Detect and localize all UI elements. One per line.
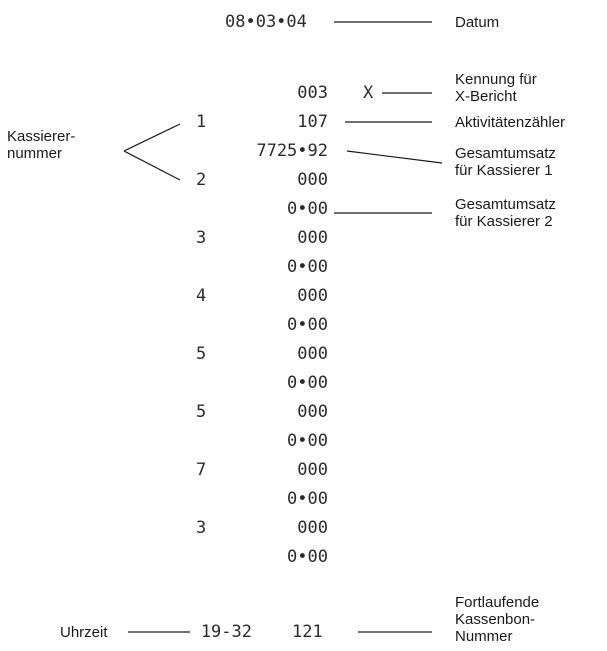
label-umsatz-1-line2: für Kassierer 1 xyxy=(455,162,553,179)
callout-kennung xyxy=(382,71,537,105)
cashier-activity-count: 107 xyxy=(297,112,328,132)
cashier-activity-count: 000 xyxy=(297,228,328,248)
label-kassierer-line1: Kassierer- xyxy=(7,128,76,145)
cashier-activity-count: 000 xyxy=(297,170,328,190)
cashier-rows xyxy=(196,112,328,567)
leader-line-kassierer-2 xyxy=(124,151,180,180)
receipt-time: 19-32 xyxy=(200,622,252,642)
cashier-total: 0•00 xyxy=(287,257,328,277)
cashier-number: 4 xyxy=(196,286,207,306)
label-datum: Datum xyxy=(455,14,500,31)
report-type: X xyxy=(363,83,374,103)
label-umsatz-2-line1: Gesamtumsatz xyxy=(455,196,556,213)
cashier-number: 5 xyxy=(196,344,207,364)
cashier-activity-count: 000 xyxy=(297,286,328,306)
cashier-activity-count: 000 xyxy=(297,402,328,422)
receipt-printout xyxy=(196,12,374,642)
callout-kassierernummer xyxy=(7,124,180,180)
cashier-total: 0•00 xyxy=(287,373,328,393)
cashier-total: 0•00 xyxy=(287,199,328,219)
callout-umsatz-1 xyxy=(347,145,556,179)
cashier-total: 0•00 xyxy=(287,431,328,451)
callout-umsatz-2 xyxy=(334,196,556,230)
label-kassenbon-line3: Nummer xyxy=(455,628,513,645)
report-counter: 003 xyxy=(297,83,328,103)
label-kassenbon-line1: Fortlaufende xyxy=(455,594,540,611)
label-kennung-line1: Kennung für xyxy=(455,71,537,88)
label-uhrzeit: Uhrzeit xyxy=(60,624,108,641)
cashier-number: 2 xyxy=(196,170,207,190)
cashier-number: 1 xyxy=(196,112,207,132)
cashier-total: 0•00 xyxy=(287,489,328,509)
cashier-total: 7725•92 xyxy=(256,141,328,161)
leader-line-umsatz-1 xyxy=(347,151,442,163)
label-kassierer-line2: nummer xyxy=(7,145,63,162)
callout-kassenbon xyxy=(358,594,539,645)
receipt-number: 121 xyxy=(292,622,323,642)
receipt-date: 08•03•04 xyxy=(225,12,307,32)
cashier-number: 3 xyxy=(196,518,207,538)
leader-line-kassierer-1 xyxy=(124,124,180,151)
cashier-total: 0•00 xyxy=(287,315,328,335)
cashier-activity-count: 000 xyxy=(297,344,328,364)
cashier-total: 0•00 xyxy=(287,547,328,567)
callout-datum xyxy=(334,14,499,31)
label-umsatz-1-line1: Gesamtumsatz xyxy=(455,145,556,162)
cashier-number: 3 xyxy=(196,228,207,248)
label-umsatz-2-line2: für Kassierer 2 xyxy=(455,213,553,230)
label-aktivitaet: Aktivitätenzähler xyxy=(455,114,566,131)
callout-uhrzeit xyxy=(60,624,190,641)
label-kassenbon-line2: Kassenbon- xyxy=(455,611,536,628)
cashier-activity-count: 000 xyxy=(297,460,328,480)
cashier-activity-count: 000 xyxy=(297,518,328,538)
callout-aktivitaet xyxy=(345,114,565,131)
cashier-number: 5 xyxy=(196,402,207,422)
label-kennung-line2: X-Bericht xyxy=(455,88,517,105)
cashier-number: 7 xyxy=(196,460,207,480)
